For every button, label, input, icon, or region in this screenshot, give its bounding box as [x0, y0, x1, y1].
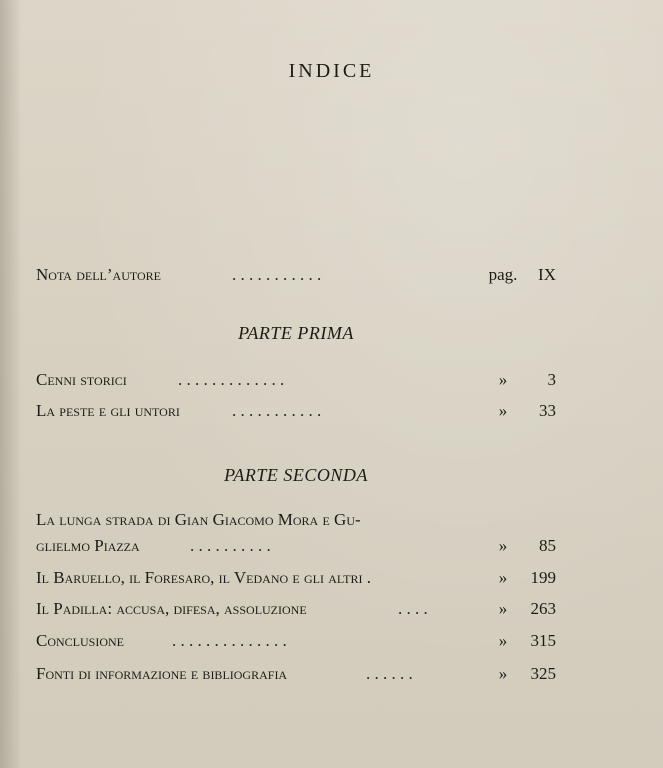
toc-page-number: 85 [539, 536, 556, 555]
page-title: INDICE [288, 60, 375, 82]
toc-entry-label: Il Padilla: accusa, difesa, assoluzione [36, 599, 307, 618]
leader-dots: . . . . . . [366, 664, 413, 683]
leader-dots: . . . . . . . . . . [190, 536, 271, 555]
toc-entry-cenni [36, 368, 556, 392]
page-marker: pag. [488, 265, 518, 284]
toc-entry-padilla [36, 597, 556, 621]
leader-dots: . . . . . . . . . . . [232, 401, 322, 420]
page-marker: » [498, 599, 508, 618]
toc-entry-label: Nota dell’autore [36, 265, 161, 284]
toc-entry-conclusione [36, 629, 556, 653]
toc-page-number: 33 [539, 401, 556, 420]
toc-entry-label: Cenni storici [36, 370, 127, 389]
leader-dots: . . . . . . . . . . . . . [178, 370, 285, 389]
toc-page-number: 3 [547, 370, 556, 389]
toc-page-number: 199 [530, 568, 556, 587]
section-heading-parte-seconda: PARTE SECONDA [224, 465, 368, 485]
toc-entry-baruello [36, 566, 556, 590]
toc-entry-label: Fonti di informazione e bibliografia [36, 664, 288, 683]
toc-entry-label: La peste e gli untori [36, 401, 180, 420]
toc-entry-lunga-strada-line1 [36, 508, 556, 532]
toc-entry-lunga-strada [36, 534, 556, 558]
toc-page-number: 325 [530, 664, 556, 683]
section-heading-parte-prima: PARTE PRIMA [238, 323, 354, 343]
toc-entry-label-line1: La lunga strada di Gian Giacomo Mora e Gu- [36, 510, 361, 529]
toc-entry-label: Il Baruello, il Foresaro, il Vedano e gli altri . [36, 568, 371, 587]
toc-page-number: IX [538, 265, 556, 284]
toc-entry-peste [36, 399, 556, 423]
toc-page-number: 263 [530, 599, 556, 618]
page-marker: » [498, 631, 508, 650]
page-marker: » [498, 401, 508, 420]
toc-page-number: 315 [530, 631, 556, 650]
page-marker: » [498, 370, 508, 389]
leader-dots: . . . . . . . . . . . . . . [172, 631, 287, 650]
toc-entry-nota [36, 263, 556, 287]
leader-dots: . . . . . . . . . . . [232, 265, 322, 284]
toc-entry-label: glielmo Piazza [36, 536, 140, 555]
page-marker: » [498, 568, 508, 587]
page-marker: » [498, 664, 508, 683]
toc-entry-fonti [36, 662, 556, 686]
page-marker: » [498, 536, 508, 555]
toc-entry-label: Conclusione [36, 631, 125, 650]
leader-dots: . . . . [398, 599, 428, 618]
